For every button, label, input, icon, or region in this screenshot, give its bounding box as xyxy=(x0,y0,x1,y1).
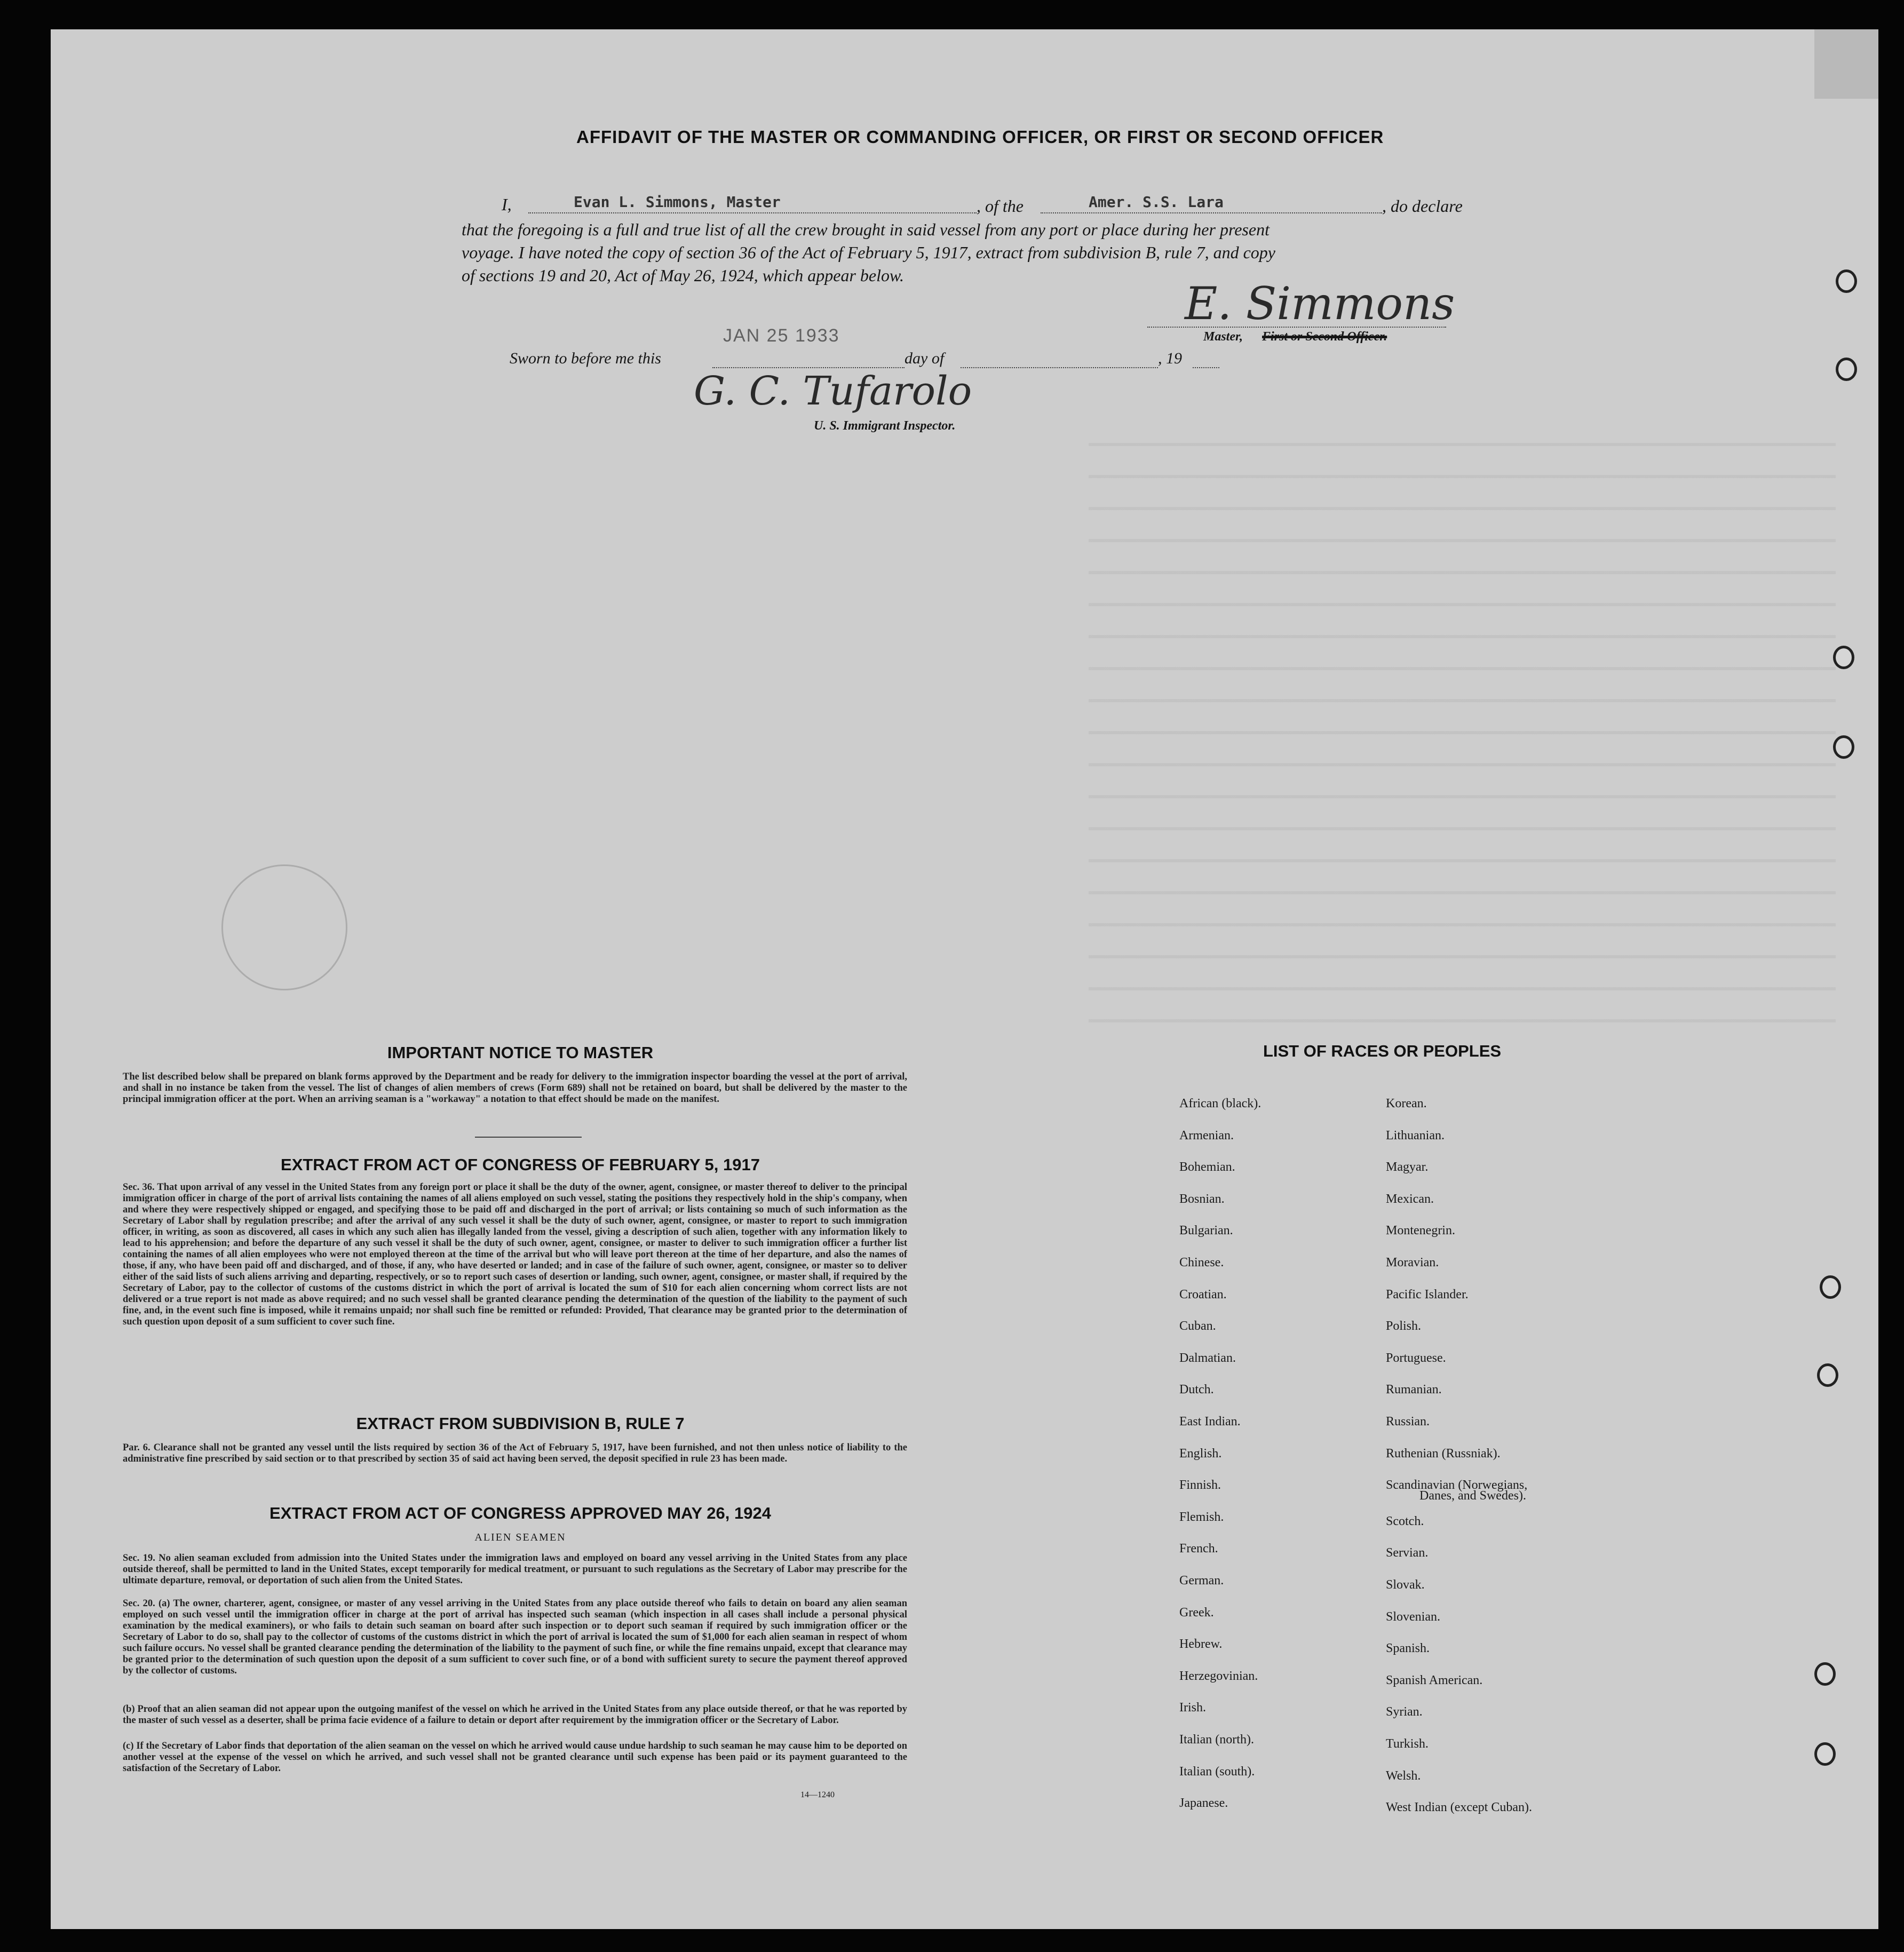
race-item: Spanish. xyxy=(1386,1641,1430,1656)
rule7-title: EXTRACT FROM SUBDIVISION B, RULE 7 xyxy=(356,1414,685,1433)
master-signature: E. Simmons xyxy=(1185,277,1455,330)
races-title: LIST OF RACES OR PEOPLES xyxy=(1263,1042,1502,1060)
race-item: Finnish. xyxy=(1179,1478,1221,1493)
struck-officer-label: First or Second Officer. xyxy=(1262,330,1387,344)
punch-hole xyxy=(1833,646,1854,669)
extract-1917-body: Sec. 36. That upon arrival of any vessel in the United States from any foreign port or place it shall be the duty of the owner, agent, consignee, or master thereof to deliver to the principal immigration officer in charge of the port of arrival lists containing the names of all aliens employed on such vessel, stating the positions they respectively hold in the ship's company, when and where they were respectively shipped or engaged, and specifying those to be paid off and discharged in the port of arrival; or lists containing so much of such information as the Secretary of Labor shall by regulation prescribe; and after the arrival of any such vessel it shall be the duty of such owner, agent, consignee, or master to report to such immigration officer, in writing, as soon as discovered, all cases in which any such alien has illegally landed from the vessel, giving a description of such alien, together with any information likely to lead to his apprehension; and before the departure of any such vessel it shall be the duty of such owner, agent, consignee, or master to deliver to such immigration officer a further list containing the names of all alien employees who were not employed thereon at the time of the arrival but who will leave port thereon at the time of her departure, and also the names of those, if any, who have been paid off and discharged, and of those, if any, who have deserted or landed; and in case of the failure of such owner, agent, consignee, or master so to deliver either of the said lists of such aliens arriving and departing, respectively, or so to report such cases of desertion or landing, such owner, agent, consignee, or master shall, if required by the Secretary of Labor, pay to the collector of customs of the customs district in which the port of arrival is located the sum of $10 for each alien concerning whom correct lists are not delivered or a true report is not made as above required; and no such vessel shall be granted clearance pending the determination of the question of the liability to the payment of such fine, and, in the event such fine is imposed, while it remains unpaid; nor shall such fine be remitted or refunded: Provided, That clearance may be granted prior to the determination of such question upon deposit of a sum sufficient to cover such fine. xyxy=(123,1182,907,1327)
sec20a-body: Sec. 20. (a) The owner, charterer, agent, consignee, or master of any vessel arriving in the United States from any place outside thereof who fails to detain on board any alien seaman employed on such vessel until the immigration officer in charge at the port of arrival has inspected such seaman (which inspection in all cases shall include a personal physical examination by the medical examiners), or who fails to detain such seaman on board after such inspection or to deport such seaman if required by such immigration officer or the Secretary of Labor to do so, shall pay to the collector of customs of the customs district in which the port of arrival is located the sum of $1,000 for each alien seaman in respect of whom such failure occurs. No vessel shall be granted clearance pending the determination of the liability to the payment of such fine, or while the fine remains unpaid, except that clearance may be granted prior to the determination of such question upon the deposit of a sum sufficient to cover such fine, or of a bond with sufficient surety to secure the payment thereof approved by the collector of customs. xyxy=(123,1598,907,1676)
do-declare-label: , do declare xyxy=(1382,196,1463,216)
sec19-body: Sec. 19. No alien seaman excluded from admission into the United States under the immigration laws and employed on board any vessel arriving in the United States from any place outside thereof, shall be permitted to land in the United States, except temporarily for medical treatment, or pursuant to such regulations as the Secretary of Labor may prescribe for the ultimate departure, removal, or deportation of such alien from the United States. xyxy=(123,1553,907,1586)
of-the-label: , of the xyxy=(977,196,1024,216)
inspector-label: U. S. Immigrant Inspector. xyxy=(814,419,956,433)
affidavit-title: AFFIDAVIT OF THE MASTER OR COMMANDING OFFICER, OR FIRST OR SECOND OFFICER xyxy=(576,127,1384,147)
race-item: Croatian. xyxy=(1179,1287,1227,1302)
sec20b-body: (b) Proof that an alien seaman did not appear upon the outgoing manifest of the vessel on which he arrived in the United States from any place outside thereof, or that he was reported by the master of such vessel as a deserter, shall be prima facie evidence of a failure to detain or deport after requirement by the immigration officer or the Secretary of Labor. xyxy=(123,1704,907,1726)
race-item: West Indian (except Cuban). xyxy=(1386,1800,1532,1815)
affidavit-line-2: that the foregoing is a full and true list of all the crew brought in said vessel from any port or place during her present xyxy=(462,220,1270,239)
race-item: Bulgarian. xyxy=(1179,1224,1233,1238)
race-item: Japanese. xyxy=(1179,1796,1228,1811)
race-item: Lithuanian. xyxy=(1386,1128,1445,1142)
punch-hole xyxy=(1814,1742,1836,1766)
race-item: Montenegrin. xyxy=(1386,1224,1455,1238)
race-item: Servian. xyxy=(1386,1546,1429,1560)
day-of-label: day of xyxy=(905,350,945,367)
extract-1924-title: EXTRACT FROM ACT OF CONGRESS APPROVED MAY 26, 1924 xyxy=(269,1504,771,1522)
race-item: Dutch. xyxy=(1179,1383,1214,1397)
race-item: Spanish American. xyxy=(1386,1673,1483,1687)
race-item: Magyar. xyxy=(1386,1160,1429,1175)
year-label: , 19 xyxy=(1158,350,1182,367)
race-item: African (black). xyxy=(1179,1097,1262,1110)
race-item: French. xyxy=(1179,1542,1218,1556)
race-item: Hebrew. xyxy=(1179,1637,1223,1652)
race-item: Russian. xyxy=(1386,1415,1430,1429)
race-item: Italian (south). xyxy=(1179,1764,1255,1779)
punch-hole xyxy=(1836,358,1857,381)
race-item: Chinese. xyxy=(1179,1256,1224,1269)
race-item: Korean. xyxy=(1386,1097,1427,1110)
sworn-label: Sworn to before me this xyxy=(510,350,661,367)
race-item: Armenian. xyxy=(1179,1128,1234,1142)
affidavit-line-3: voyage. I have noted the copy of section 36 of the Act of February 5, 1917, extract from subdivision B, rule 7, and copy xyxy=(462,243,1275,262)
race-item: Welsh. xyxy=(1386,1768,1421,1783)
vessel-name-field: Amer. S.S. Lara xyxy=(1089,193,1224,211)
race-item: German. xyxy=(1179,1574,1224,1588)
race-item: Turkish. xyxy=(1386,1737,1429,1751)
master-name-field: Evan L. Simmons, Master xyxy=(574,193,781,211)
date-stamp: JAN 25 1933 xyxy=(723,326,840,346)
race-item: Moravian. xyxy=(1386,1256,1439,1269)
extract-1917-title: EXTRACT FROM ACT OF CONGRESS OF FEBRUARY 5, 1917 xyxy=(281,1155,760,1174)
race-item: Irish. xyxy=(1179,1701,1206,1715)
alien-seamen-subtitle: ALIEN SEAMEN xyxy=(474,1532,566,1543)
affidavit-i: I, xyxy=(502,195,512,214)
race-item: Flemish. xyxy=(1179,1510,1224,1524)
race-item: Greek. xyxy=(1179,1605,1214,1620)
race-item: Syrian. xyxy=(1386,1705,1423,1719)
race-item: Bosnian. xyxy=(1179,1192,1225,1206)
punch-hole xyxy=(1814,1662,1836,1686)
rule7-body: Par. 6. Clearance shall not be granted any vessel until the lists required by section 36 of the Act of February 5, 1917, have been furnished, and not then unless notice of liability to the administrative fine prescribed by said section or to that prescribed by section 35 of said act having been served, the deposit specified in rule 23 has been made. xyxy=(123,1442,907,1464)
punch-hole xyxy=(1836,269,1857,293)
race-item: Portuguese. xyxy=(1386,1351,1446,1365)
race-item: Polish. xyxy=(1386,1319,1422,1334)
notice-body: The list described below shall be prepared on blank forms approved by the Department and be ready for delivery to the immigration inspector boarding the vessel at the port of arrival, and shall in no instance be taken from the vessel. The list of changes of alien members of crews (Form 689) shall not be retained on board, but shall be delivered by the master to the principal immigration officer at the port. When an arriving seaman is a "workaway" a notation to that effect should be made on the manifest. xyxy=(123,1072,907,1105)
affidavit-line-4: of sections 19 and 20, Act of May 26, 1924, which appear below. xyxy=(462,266,904,285)
folded-corner xyxy=(1814,29,1878,99)
race-item: Dalmatian. xyxy=(1179,1351,1236,1365)
race-item: Mexican. xyxy=(1386,1192,1434,1206)
race-item: Pacific Islander. xyxy=(1386,1287,1469,1302)
master-label: Master, xyxy=(1203,330,1243,344)
punch-hole xyxy=(1833,735,1854,759)
race-item: Scotch. xyxy=(1386,1514,1424,1528)
race-item: Slovak. xyxy=(1386,1578,1425,1592)
race-item: Cuban. xyxy=(1179,1319,1216,1334)
punch-hole xyxy=(1820,1275,1841,1299)
race-item-continuation: Danes, and Swedes). xyxy=(1419,1489,1526,1503)
race-item: East Indian. xyxy=(1179,1415,1241,1429)
notice-title: IMPORTANT NOTICE TO MASTER xyxy=(387,1043,654,1062)
race-item: Italian (north). xyxy=(1179,1733,1254,1747)
race-item: Rumanian. xyxy=(1386,1383,1442,1397)
race-item: Herzegovinian. xyxy=(1179,1669,1258,1683)
race-item: English. xyxy=(1179,1446,1222,1461)
race-item: Bohemian. xyxy=(1179,1160,1235,1175)
race-item: Slovenian. xyxy=(1386,1609,1440,1624)
faint-seal xyxy=(221,864,347,990)
inspector-signature: G. C. Tufarolo xyxy=(694,368,972,414)
race-item: Ruthenian (Russniak). xyxy=(1386,1446,1501,1461)
race-item: Scandinavian (Norwegians, xyxy=(1386,1478,1528,1493)
form-number: 14—1240 xyxy=(800,1790,835,1799)
sec20c-body: (c) If the Secretary of Labor finds that deportation of the alien seaman on the vessel on which he arrived would cause undue hardship to such seaman he may cause him to be deported on another vessel at the expense of the vessel on which he arrived, and such vessel shall not be granted clearance until such expense has been paid or its payment guaranteed to the satisfaction of the Secretary of Labor. xyxy=(123,1741,907,1774)
punch-hole xyxy=(1817,1363,1838,1387)
